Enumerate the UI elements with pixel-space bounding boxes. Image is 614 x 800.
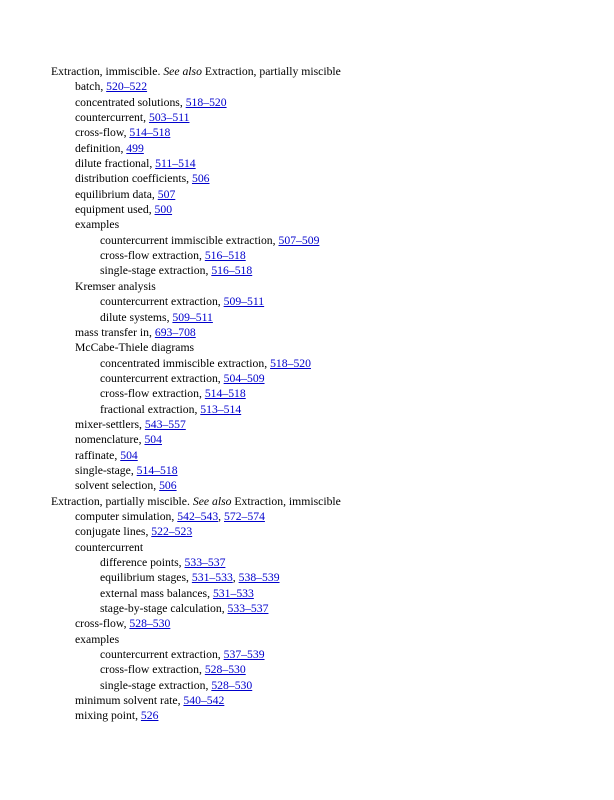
page-link[interactable]: 533–537: [227, 602, 269, 616]
page-link[interactable]: 522–523: [151, 525, 193, 539]
entry-term: stage-by-stage calculation: [100, 602, 222, 616]
index-subsubentry: cross-flow extraction, 528–530: [100, 663, 246, 677]
page-link[interactable]: 514–518: [204, 387, 246, 401]
index-subentry: equipment used, 500: [75, 203, 173, 217]
index-page: [51, 64, 591, 724]
page-link[interactable]: 511–514: [155, 157, 196, 171]
index-subsubentry: countercurrent extraction, 537–539: [100, 648, 265, 662]
entry-term: countercurrent extraction: [100, 371, 218, 385]
page-link[interactable]: 693–708: [154, 325, 196, 339]
page-link[interactable]: 506: [159, 479, 177, 493]
entry-term: countercurrent extraction: [100, 648, 218, 662]
page-link[interactable]: 509–511: [172, 310, 213, 324]
page-link[interactable]: 503–511: [148, 111, 190, 125]
index-subsubentry: single-stage extraction, 528–530: [100, 678, 253, 692]
entry-term: mass transfer in: [75, 325, 149, 339]
index-subentry: [51, 217, 591, 232]
page-link[interactable]: 572–574: [224, 509, 265, 523]
index-subentry: solvent selection, 506: [75, 479, 177, 493]
index-subsubentry: equilibrium stages, 531–533, 538–539: [100, 571, 280, 585]
page-link[interactable]: 526: [140, 709, 159, 723]
index-subsubentry: fractional extraction, 513–514: [100, 402, 242, 416]
entry-term: batch: [75, 80, 101, 94]
index-subentry: nomenclature, 504: [75, 433, 162, 447]
entry-term: countercurrent extraction: [100, 295, 218, 309]
index-subsubentry: countercurrent extraction, 504–509: [100, 371, 265, 385]
index-subentry: concentrated solutions, 518–520: [75, 95, 227, 109]
entry-term: raffinate: [75, 448, 115, 462]
entry-term: equipment used: [75, 203, 149, 217]
entry-term: examples: [75, 218, 120, 232]
entry-term: equilibrium stages: [100, 571, 187, 585]
page-link[interactable]: 537–539: [223, 648, 265, 662]
page-link[interactable]: 514–518: [136, 463, 178, 477]
entry-term: equilibrium data: [75, 187, 152, 201]
index-subentry: mixer-settlers, 543–557: [75, 417, 186, 431]
entry-term: cross-flow: [75, 617, 124, 631]
index-subentry: [51, 540, 591, 555]
index-subentry: mass transfer in, 693–708: [75, 325, 196, 339]
index-subentry: cross-flow, 514–518: [75, 126, 171, 140]
page-link[interactable]: 533–537: [184, 556, 226, 569]
entry-term: fractional extraction: [100, 402, 195, 416]
page-link[interactable]: 540–542: [183, 694, 225, 708]
page-link[interactable]: 520–522: [106, 80, 148, 94]
entry-term: definition: [75, 141, 121, 155]
page-link[interactable]: 506: [191, 172, 210, 186]
index-subsubentry: single-stage extraction, 516–518: [100, 264, 253, 278]
entry-term: cross-flow: [75, 126, 124, 140]
page-link[interactable]: 509–511: [223, 295, 265, 309]
index-main-entry: [51, 64, 591, 79]
index-subentry: [51, 279, 591, 294]
entry-term: countercurrent: [75, 540, 144, 554]
entry-term: countercurrent immiscible extraction: [100, 233, 273, 247]
index-subsubentry: stage-by-stage calculation, 533–537: [100, 602, 269, 616]
page-link[interactable]: 504: [144, 433, 162, 447]
entry-term: McCabe-Thiele diagrams: [75, 341, 195, 355]
page-link[interactable]: 516–518: [211, 264, 253, 278]
index-subsubentry: cross-flow extraction, 516–518: [100, 249, 246, 263]
index-subentry: raffinate, 504: [75, 448, 138, 462]
see-also-label: See also: [192, 494, 232, 508]
page-link[interactable]: 542–543: [177, 509, 219, 523]
index-subentry: equilibrium data, 507: [75, 187, 176, 201]
entry-term: Extraction, immiscible.: [51, 65, 161, 78]
page-link[interactable]: 518–520: [185, 95, 227, 109]
page-link[interactable]: 543–557: [144, 417, 186, 431]
page-link[interactable]: 513–514: [200, 402, 242, 416]
entry-term: Extraction, partially miscible.: [51, 494, 190, 508]
entry-term: concentrated immiscible extraction: [100, 356, 265, 370]
entry-term: mixing point: [75, 709, 136, 723]
entry-term: difference points: [100, 556, 179, 569]
entry-term: cross-flow extraction: [100, 249, 199, 263]
index-subentry: [51, 340, 591, 355]
index-subentry: [51, 632, 591, 647]
entry-term: concentrated solutions: [75, 95, 180, 109]
entry-term: examples: [75, 632, 120, 646]
entry-term: distribution coefficients: [75, 172, 187, 186]
entry-term: single-stage: [75, 463, 131, 477]
entry-term: cross-flow extraction: [100, 387, 199, 401]
page-link[interactable]: 528–530: [129, 617, 171, 631]
entry-term: countercurrent: [75, 111, 144, 125]
page-link[interactable]: 507–509: [278, 233, 320, 247]
index-subentry: countercurrent, 503–511: [75, 111, 190, 125]
page-link[interactable]: 507: [157, 187, 176, 201]
index-subentry: definition, 499: [75, 141, 144, 155]
entry-term: single-stage extraction: [100, 264, 206, 278]
entry-term: external mass balances: [100, 586, 208, 600]
index-subentry: minimum solvent rate, 540–542: [75, 694, 225, 708]
page-link[interactable]: 528–530: [211, 678, 253, 692]
page-link[interactable]: 499: [126, 141, 144, 155]
index-subentry: cross-flow, 528–530: [75, 617, 171, 631]
see-also-reference: Extraction, partially miscible: [204, 65, 341, 78]
index-main-entry: [51, 494, 591, 509]
entry-term: nomenclature: [75, 433, 139, 447]
entry-term: dilute systems: [100, 310, 167, 324]
page-link[interactable]: 528–530: [204, 663, 246, 677]
page-link[interactable]: 500: [154, 203, 173, 217]
entry-term: single-stage extraction: [100, 678, 206, 692]
entry-term: conjugate lines: [75, 525, 146, 539]
index-subentry: single-stage, 514–518: [75, 463, 178, 477]
entry-term: Kremser analysis: [75, 279, 156, 293]
index-subentry: conjugate lines, 522–523: [75, 525, 193, 539]
index-subsubentry: countercurrent extraction, 509–511: [100, 295, 265, 309]
index-subentry: batch, 520–522: [75, 80, 148, 94]
page-link[interactable]: 504–509: [223, 371, 265, 385]
see-also-reference: Extraction, immiscible: [234, 494, 341, 508]
index-subsubentry: cross-flow extraction, 514–518: [100, 387, 246, 401]
page-link[interactable]: 514–518: [129, 126, 171, 140]
index-subentry: computer simulation, 542–543, 572–574: [75, 509, 265, 523]
page-link[interactable]: 538–539: [238, 571, 280, 585]
entry-term: solvent selection: [75, 479, 154, 493]
index-subentry: distribution coefficients, 506: [75, 172, 210, 186]
entry-term: dilute fractional: [75, 157, 150, 171]
page-link[interactable]: 504: [120, 448, 138, 462]
page-link[interactable]: 531–533: [191, 571, 233, 585]
see-also-label: See also: [163, 65, 202, 78]
index-subentry: dilute fractional, 511–514: [75, 157, 196, 171]
index-subsubentry: external mass balances, 531–533: [100, 586, 254, 600]
page-link[interactable]: 518–520: [270, 356, 311, 370]
entry-term: computer simulation: [75, 509, 172, 523]
entry-term: cross-flow extraction: [100, 663, 199, 677]
index-subsubentry: countercurrent immiscible extraction, 507–509: [100, 233, 320, 247]
index-subsubentry: difference points, 533–537: [100, 556, 226, 569]
entry-term: mixer-settlers: [75, 417, 140, 431]
index-subsubentry: dilute systems, 509–511: [100, 310, 213, 324]
index-subentry: mixing point, 526: [75, 709, 159, 723]
page-link[interactable]: 516–518: [204, 249, 246, 263]
index-subsubentry: concentrated immiscible extraction, 518–520: [100, 356, 311, 370]
page-link[interactable]: 531–533: [212, 586, 254, 600]
entry-term: minimum solvent rate: [75, 694, 178, 708]
